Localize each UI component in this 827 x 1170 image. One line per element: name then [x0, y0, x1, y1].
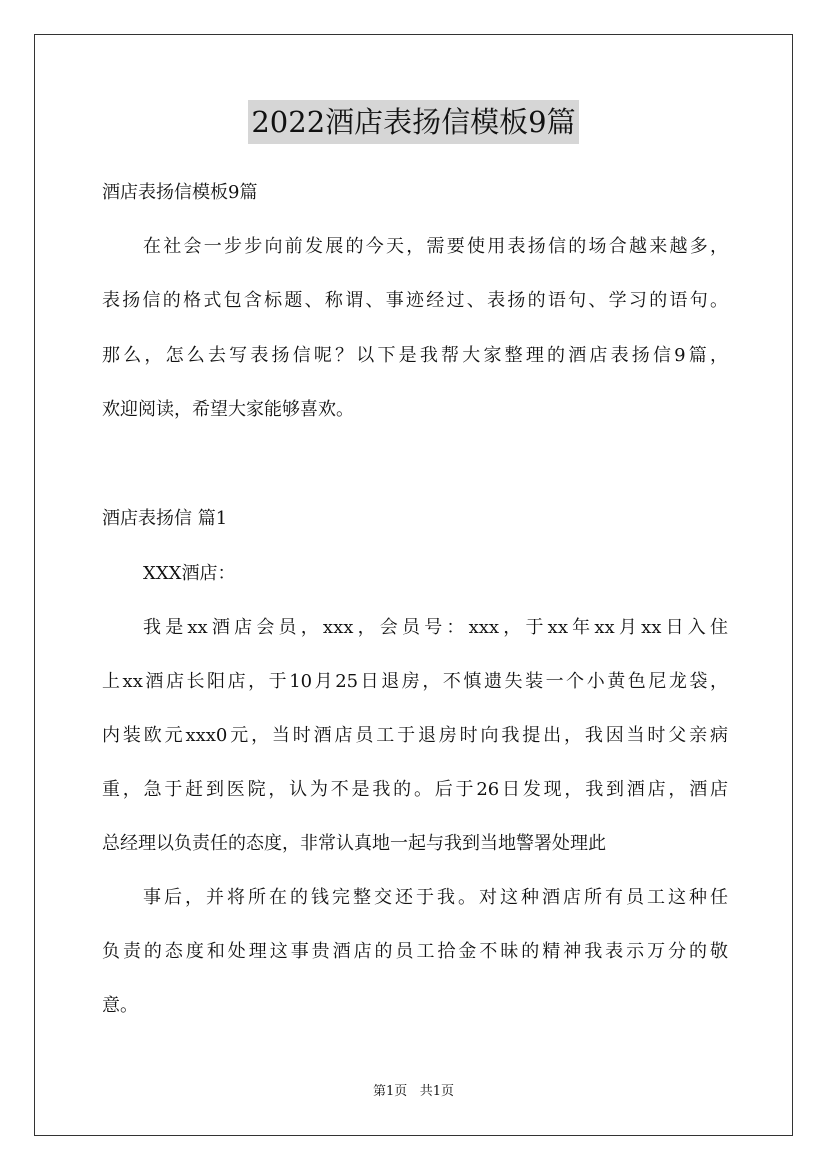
intro-paragraph-line: 表扬信的格式包含标题、称谓、事迹经过、表扬的语句、学习的语句。 [102, 290, 728, 311]
body-paragraph-line: 负责的态度和处理这事贵酒店的员工拾金不昧的精神我表示万分的敬 [102, 941, 728, 962]
page-footer [0, 1082, 827, 1102]
section-heading: 酒店表扬信 篇1 [102, 508, 228, 529]
body-paragraph-line: 上xx酒店长阳店，于10月25日退房，不慎遗失装一个小黄色尼龙袋， [102, 671, 728, 692]
document-title: 2022酒店表扬信模板9篇 [248, 100, 578, 144]
body-paragraph-line: 重，急于赶到医院，认为不是我的。后于26日发现，我到酒店，酒店 [102, 779, 728, 800]
intro-paragraph-line: 欢迎阅读，希望大家能够喜欢。 [102, 399, 354, 420]
body-paragraph-line: 内装欧元xxx0元，当时酒店员工于退房时向我提出，我因当时父亲病 [102, 725, 728, 746]
intro-paragraph-line: 在社会一步步向前发展的今天，需要使用表扬信的场合越来越多， [143, 236, 728, 257]
page-total: 共1页 [419, 1084, 454, 1099]
body-paragraph-line: 总经理以负责任的态度，非常认真地一起与我到当地警署处理此 [102, 833, 606, 854]
title-container [0, 100, 827, 144]
body-paragraph-line: 意。 [102, 995, 138, 1016]
body-paragraph-line: 事后，并将所在的钱完整交还于我。对这种酒店所有员工这种任 [143, 887, 728, 908]
letter-salutation: XXX酒店： [143, 563, 236, 584]
subtitle: 酒店表扬信模板9篇 [102, 182, 258, 203]
intro-paragraph-line: 那么，怎么去写表扬信呢？以下是我帮大家整理的酒店表扬信9篇， [102, 345, 728, 366]
body-paragraph-line: 我是xx酒店会员，xxx，会员号：xxx，于xx年xx月xx日入住 [143, 617, 728, 638]
page-number: 第1页 [373, 1084, 408, 1099]
